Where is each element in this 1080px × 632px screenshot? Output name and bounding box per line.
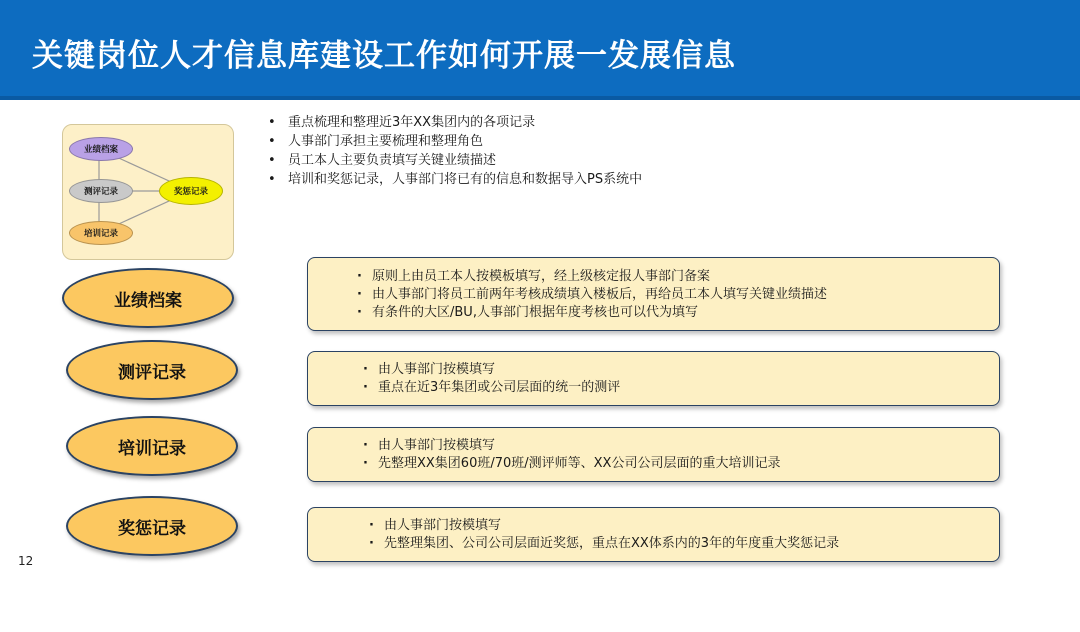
intro-bullet: • 员工本人主要负责填写关键业绩描述 xyxy=(266,151,642,170)
diagram-node-performance: 业绩档案 xyxy=(69,137,133,161)
section-box-training xyxy=(307,427,1000,482)
section-bullet: · 由人事部门按模填写 xyxy=(360,437,999,455)
section-bullet: · 先整理XX集团60班/70班/测评师等、XX公司公司层面的重大培训记录 xyxy=(360,455,999,473)
diagram-node-assessment: 测评记录 xyxy=(69,179,133,203)
section-bullet: · 先整理集团、公司公司层面近奖惩，重点在XX体系内的3年的年度重大奖惩记录 xyxy=(366,535,999,553)
section-bullet: · 有条件的大区/BU,人事部门根据年度考核也可以代为填写 xyxy=(354,304,999,322)
section-box-performance xyxy=(307,257,1000,331)
intro-bullet: • 重点梳理和整理近3年XX集团内的各项记录 xyxy=(266,113,642,132)
relationship-diagram xyxy=(62,124,234,260)
diagram-node-training: 培训记录 xyxy=(69,221,133,245)
page-number: 12 xyxy=(18,554,34,568)
section-label-rewards: 奖惩记录 xyxy=(66,496,238,556)
title-bar xyxy=(0,0,1080,100)
section-bullet: · 原则上由员工本人按模板填写，经上级核定报人事部门备案 xyxy=(354,268,999,286)
section-bullet: · 重点在近3年集团或公司层面的统一的测评 xyxy=(360,379,999,397)
section-bullet: · 由人事部门将员工前两年考核成绩填入楼板后，再给员工本人填写关键业绩描述 xyxy=(354,286,999,304)
section-label-performance: 业绩档案 xyxy=(62,268,234,328)
intro-bullet: • 培训和奖惩记录，人事部门将已有的信息和数据导入PS系统中 xyxy=(266,170,642,189)
section-box-assessment xyxy=(307,351,1000,406)
section-bullet: · 由人事部门按模填写 xyxy=(366,517,999,535)
section-box-rewards xyxy=(307,507,1000,562)
intro-bullet: • 人事部门承担主要梳理和整理角色 xyxy=(266,132,642,151)
section-bullet: · 由人事部门按模填写 xyxy=(360,361,999,379)
section-label-assessment: 测评记录 xyxy=(66,340,238,400)
diagram-node-rewards: 奖惩记录 xyxy=(159,177,223,205)
page-title: 关键岗位人才信息库建设工作如何开展一发展信息 xyxy=(32,38,736,74)
intro-bullet-list xyxy=(266,113,642,189)
section-label-training: 培训记录 xyxy=(66,416,238,476)
